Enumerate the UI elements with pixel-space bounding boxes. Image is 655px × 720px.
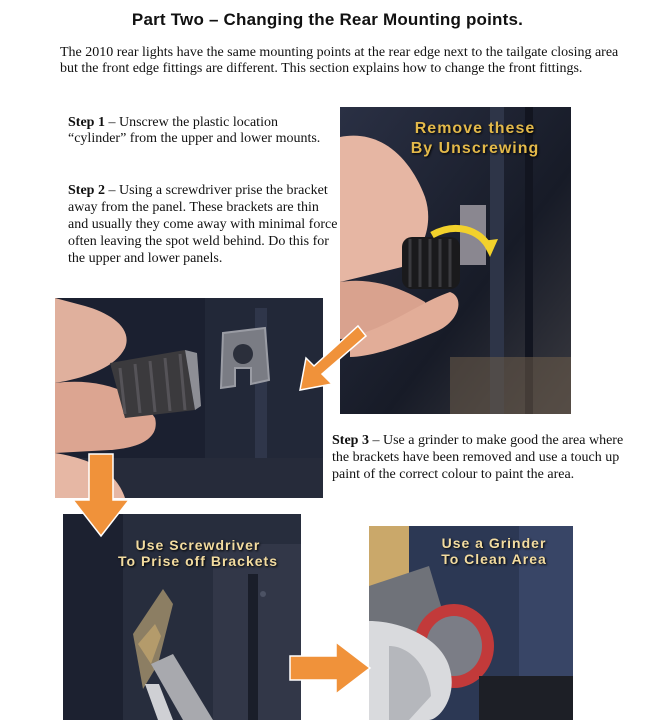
- caption-line-1: Use Screwdriver: [135, 537, 261, 553]
- caption-line-2: By Unscrewing: [410, 140, 540, 157]
- step-3-label: Step 3: [332, 433, 369, 448]
- photo-unscrew-cylinder: [340, 107, 571, 414]
- step-3: [332, 432, 632, 483]
- intro-paragraph: The 2010 rear lights have the same mounting points at the rear edge next to the tailgate closing area but the front edge fittings are different. This section explains how to change the front fittings.: [60, 45, 619, 76]
- arrow-right-icon: [288, 640, 372, 696]
- photo-screwdriver: [63, 514, 301, 720]
- caption-line-2: To Prise off Brackets: [117, 553, 278, 569]
- step-2-text: – Using a screwdriver prise the bracket away from the panel. These brackets are thin and usually they come away with minimal force often leaving the spot weld behind. Do this for the upper and lower panels.: [68, 183, 338, 266]
- caption-line-2: To Clean Area: [441, 551, 547, 567]
- step-2-label: Step 2: [68, 183, 105, 198]
- caption-line-1: Remove these: [414, 120, 536, 137]
- step-1: [68, 115, 330, 147]
- caption-use-screwdriver: [98, 537, 298, 569]
- page-title: Part Two – Changing the Rear Mounting points.: [131, 10, 524, 29]
- step-1-label: Step 1: [68, 115, 105, 130]
- caption-line-1: Use a Grinder: [441, 535, 547, 551]
- step-1-text: – Unscrew the plastic location “cylinder” from the upper and lower mounts.: [68, 115, 321, 146]
- step-3-text: – Use a grinder to make good the area where the brackets have been removed and use a touch up paint of the correct colour to paint the area.: [332, 433, 624, 482]
- step-2: [68, 182, 338, 267]
- caption-remove-unscrewing: [380, 119, 570, 159]
- photo-grinder: [369, 526, 573, 720]
- caption-use-grinder: [419, 535, 569, 567]
- arrow-down-icon: [71, 452, 131, 538]
- arrow-diagonal-icon: [296, 322, 368, 394]
